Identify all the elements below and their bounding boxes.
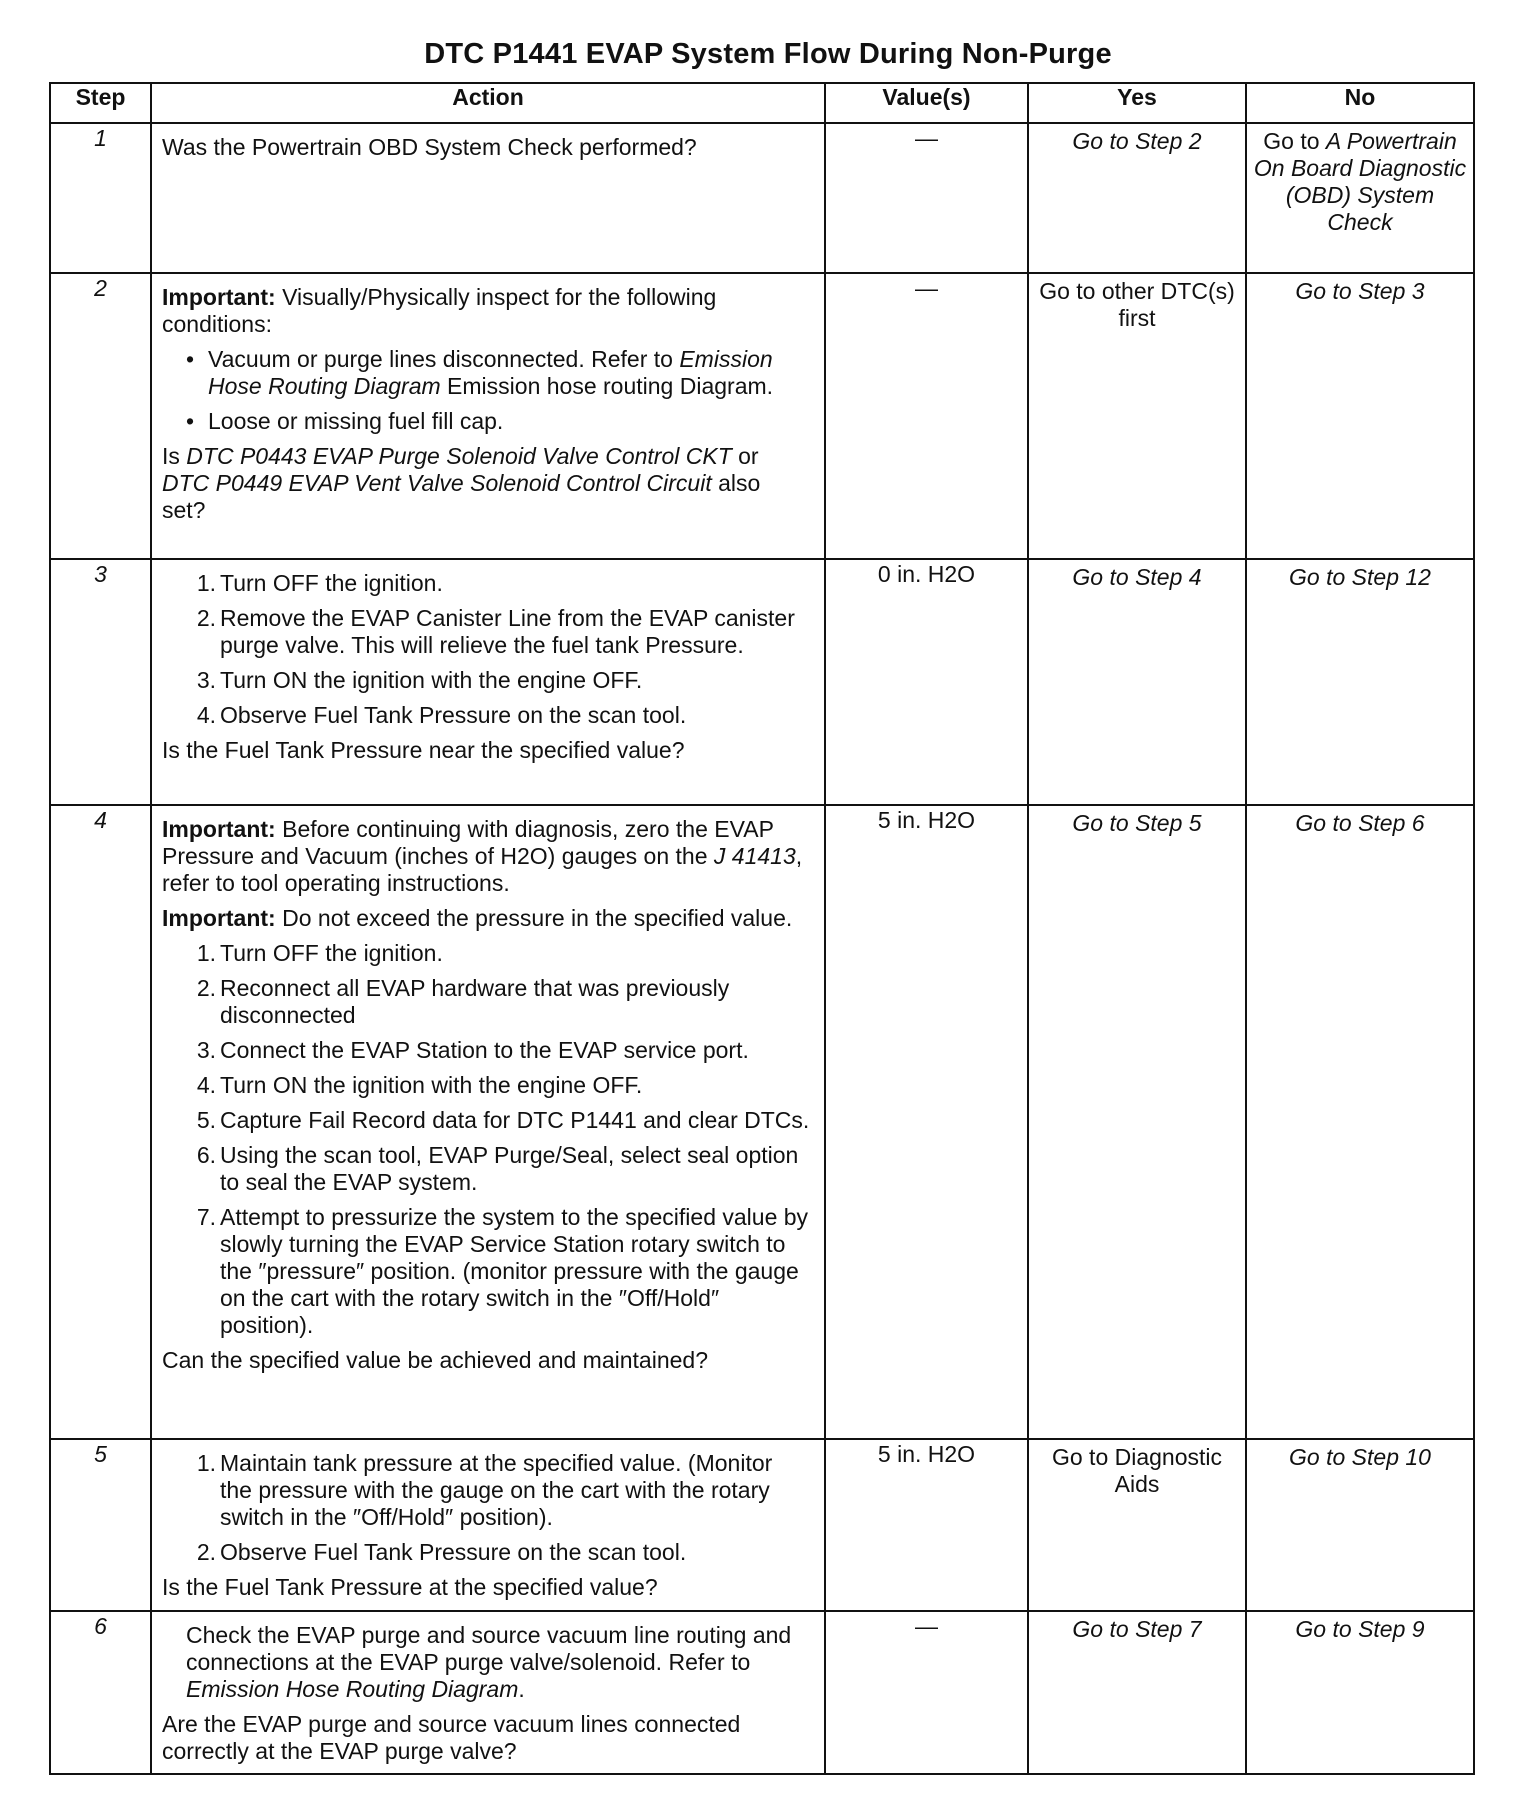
value-cell: 5 in. H2O [825, 1439, 1028, 1611]
list-item-text: Turn OFF the ignition. [220, 940, 443, 966]
no-cell [1246, 1439, 1474, 1611]
page-title: DTC P1441 EVAP System Flow During Non-Purge [424, 38, 1112, 70]
important-text: Do not exceed the pressure in the specified value. [275, 905, 793, 931]
list-item: 7. Attempt to pressurize the system to the specified value by slowly turning the EVAP Service Station rotary switch to the ″pressure″ position. (monitor pressure with the gauge on the cart with the rotary switch in the ″Off/Hold″ position). [196, 1204, 809, 1338]
no-link[interactable]: Go to Step 9 [1295, 1616, 1425, 1642]
header-no: No [1246, 83, 1474, 123]
no-link[interactable]: Go to Step 12 [1289, 564, 1431, 590]
step-number: 1 [50, 123, 151, 273]
list-item: 2. Observe Fuel Tank Pressure on the scan tool. [196, 1539, 687, 1565]
check-text: Check the EVAP purge and source vacuum line routing and connections at the EVAP purge valve/solenoid. Refer to [186, 1622, 792, 1675]
value-cell: — [825, 273, 1028, 559]
important-note [162, 905, 810, 932]
yes-link[interactable]: Go to Step 7 [1072, 1616, 1202, 1642]
yes-cell [1028, 1439, 1246, 1611]
no-link[interactable]: A Powertrain On Board Diagnostic (OBD) System Check [1253, 128, 1467, 235]
question-text: Are the EVAP purge and source vacuum lines connected correctly at the EVAP purge valve? [162, 1711, 741, 1764]
question-text: Can the specified value be achieved and maintained? [162, 1347, 708, 1373]
check-text: . [518, 1676, 525, 1702]
list-item-text: Observe Fuel Tank Pressure on the scan tool. [220, 702, 687, 728]
header-values: Value(s) [825, 83, 1028, 123]
list-item: • Loose or missing fuel fill cap. [208, 408, 810, 435]
value-cell: — [825, 123, 1028, 273]
no-cell [1246, 123, 1474, 273]
list-item-text: Observe Fuel Tank Pressure on the scan tool. [220, 1539, 687, 1565]
step-number: 6 [50, 1611, 151, 1774]
question-text: Is the Fuel Tank Pressure at the specified value? [162, 1574, 658, 1600]
question-text: Was the Powertrain OBD System Check performed? [162, 134, 697, 160]
yes-link[interactable]: Go to Step 2 [1072, 128, 1202, 154]
list-item: 2. Reconnect all EVAP hardware that was previously disconnected [196, 975, 730, 1028]
question-part: also set? [162, 470, 761, 523]
tool-reference: J 41413 [713, 843, 796, 869]
table-row [50, 559, 1474, 805]
list-item-text: Capture Fail Record data for DTC P1441 and clear DTCs. [220, 1107, 810, 1133]
diagnostic-table [49, 82, 1475, 1775]
list-item-text: Connect the EVAP Station to the EVAP service port. [220, 1037, 749, 1063]
important-text: , refer to tool operating instructions. [162, 843, 803, 896]
list-item-text: Turn OFF the ignition. [220, 570, 443, 596]
list-item: 6. Using the scan tool, EVAP Purge/Seal, select seal option to seal the EVAP system. [196, 1142, 799, 1195]
yes-cell [1028, 559, 1246, 805]
question-text: Is the Fuel Tank Pressure near the specified value? [162, 737, 685, 763]
action-cell [151, 123, 825, 273]
list-item: 1. Maintain tank pressure at the specified value. (Monitor the pressure with the gauge on the cart with the rotary switch in the ″Off/Hold″ position). [196, 1450, 773, 1530]
reference-link[interactable]: DTC P0449 EVAP Vent Valve Solenoid Control Circuit [162, 470, 712, 496]
yes-link[interactable]: Go to Step 5 [1072, 810, 1202, 836]
yes-cell [1028, 273, 1246, 559]
list-item-text: Attempt to pressurize the system to the specified value by slowly turning the EVAP Service Station rotary switch to the ″pressure″ position. (monitor pressure with the gauge on the cart with the rotary switch in the ″Off/Hold″ position). [220, 1204, 809, 1338]
table-row [50, 273, 1474, 559]
table-row [50, 805, 1474, 1439]
no-link[interactable]: Go to Step 10 [1289, 1444, 1431, 1470]
action-cell [151, 1439, 825, 1611]
yes-link[interactable]: Go to Step 4 [1072, 564, 1202, 590]
important-text: Before continuing with diagnosis, zero the EVAP Pressure and Vacuum (inches of H2O) gauges on the [162, 816, 774, 869]
procedure-list [162, 940, 810, 1339]
list-item [208, 346, 810, 400]
procedure-list [162, 570, 810, 729]
yes-cell [1028, 1611, 1246, 1774]
header-action: Action [151, 83, 825, 123]
list-item-text: Vacuum or purge lines disconnected. Refer to [208, 346, 680, 372]
important-note [162, 816, 810, 897]
no-cell [1246, 559, 1474, 805]
list-item: 3. Turn ON the ignition with the engine OFF. [196, 667, 643, 693]
important-note [162, 284, 810, 338]
list-item-text: Remove the EVAP Canister Line from the EVAP canister purge valve. This will relieve the fuel tank Pressure. [220, 605, 795, 658]
list-item: 2. Remove the EVAP Canister Line from the EVAP canister purge valve. This will relieve the fuel tank Pressure. [196, 605, 795, 658]
header-yes: Yes [1028, 83, 1246, 123]
question-part: Is [162, 443, 187, 469]
yes-cell [1028, 123, 1246, 273]
no-cell [1246, 1611, 1474, 1774]
reference-link[interactable]: Emission Hose Routing Diagram [186, 1676, 519, 1702]
header-row [50, 83, 1474, 123]
no-prefix: Go to [1263, 128, 1326, 154]
header-step: Step [50, 83, 151, 123]
list-item: 3. Connect the EVAP Station to the EVAP service port. [196, 1037, 749, 1063]
table-row [50, 1439, 1474, 1611]
no-link[interactable]: Go to Step 6 [1295, 810, 1425, 836]
list-item-text: Using the scan tool, EVAP Purge/Seal, select seal option to seal the EVAP system. [220, 1142, 799, 1195]
value-cell: 5 in. H2O [825, 805, 1028, 1439]
important-label: Important: [162, 905, 276, 931]
action-cell [151, 805, 825, 1439]
yes-cell [1028, 805, 1246, 1439]
step-number: 2 [50, 273, 151, 559]
important-label: Important: [162, 284, 276, 310]
table-row [50, 123, 1474, 273]
action-cell [151, 1611, 825, 1774]
step-number: 5 [50, 1439, 151, 1611]
list-item: 4. Observe Fuel Tank Pressure on the scan tool. [196, 702, 687, 728]
yes-link[interactable]: Go to Diagnostic Aids [1051, 1444, 1223, 1497]
action-cell [151, 273, 825, 559]
no-cell [1246, 273, 1474, 559]
value-cell: 0 in. H2O [825, 559, 1028, 805]
important-label: Important: [162, 816, 276, 842]
action-cell [151, 559, 825, 805]
procedure-list [162, 1450, 810, 1566]
step-number: 3 [50, 559, 151, 805]
no-cell [1246, 805, 1474, 1439]
reference-link[interactable]: Emission Hose Routing Diagram [208, 346, 773, 399]
list-item: 1. Turn OFF the ignition. [196, 570, 443, 596]
list-item-text: Turn ON the ignition with the engine OFF. [220, 1072, 643, 1098]
check-instruction [162, 1622, 810, 1703]
list-item: 1. Turn OFF the ignition. [196, 940, 443, 966]
question-part: or [731, 443, 759, 469]
list-item: 5. Capture Fail Record data for DTC P1441 and clear DTCs. [196, 1107, 810, 1133]
value-cell: — [825, 1611, 1028, 1774]
no-link[interactable]: Go to Step 3 [1295, 278, 1425, 304]
table-row [50, 1611, 1474, 1774]
step-number: 4 [50, 805, 151, 1439]
list-item: 4. Turn ON the ignition with the engine OFF. [196, 1072, 643, 1098]
list-item-text: Reconnect all EVAP hardware that was previously disconnected [220, 975, 730, 1028]
list-item-text: Emission hose routing Diagram. [440, 373, 774, 399]
list-item-text: Turn ON the ignition with the engine OFF. [220, 667, 643, 693]
yes-link[interactable]: Go to other DTC(s) first [1039, 278, 1235, 331]
reference-link[interactable]: DTC P0443 EVAP Purge Solenoid Valve Control CKT [186, 443, 732, 469]
question-text [162, 443, 810, 524]
list-item-text: Maintain tank pressure at the specified value. (Monitor the pressure with the gauge on the cart with the rotary switch in the ″Off/Hold″ position). [220, 1450, 773, 1530]
important-text: Visually/Physically inspect for the following conditions: [162, 284, 717, 337]
condition-list [162, 346, 810, 435]
